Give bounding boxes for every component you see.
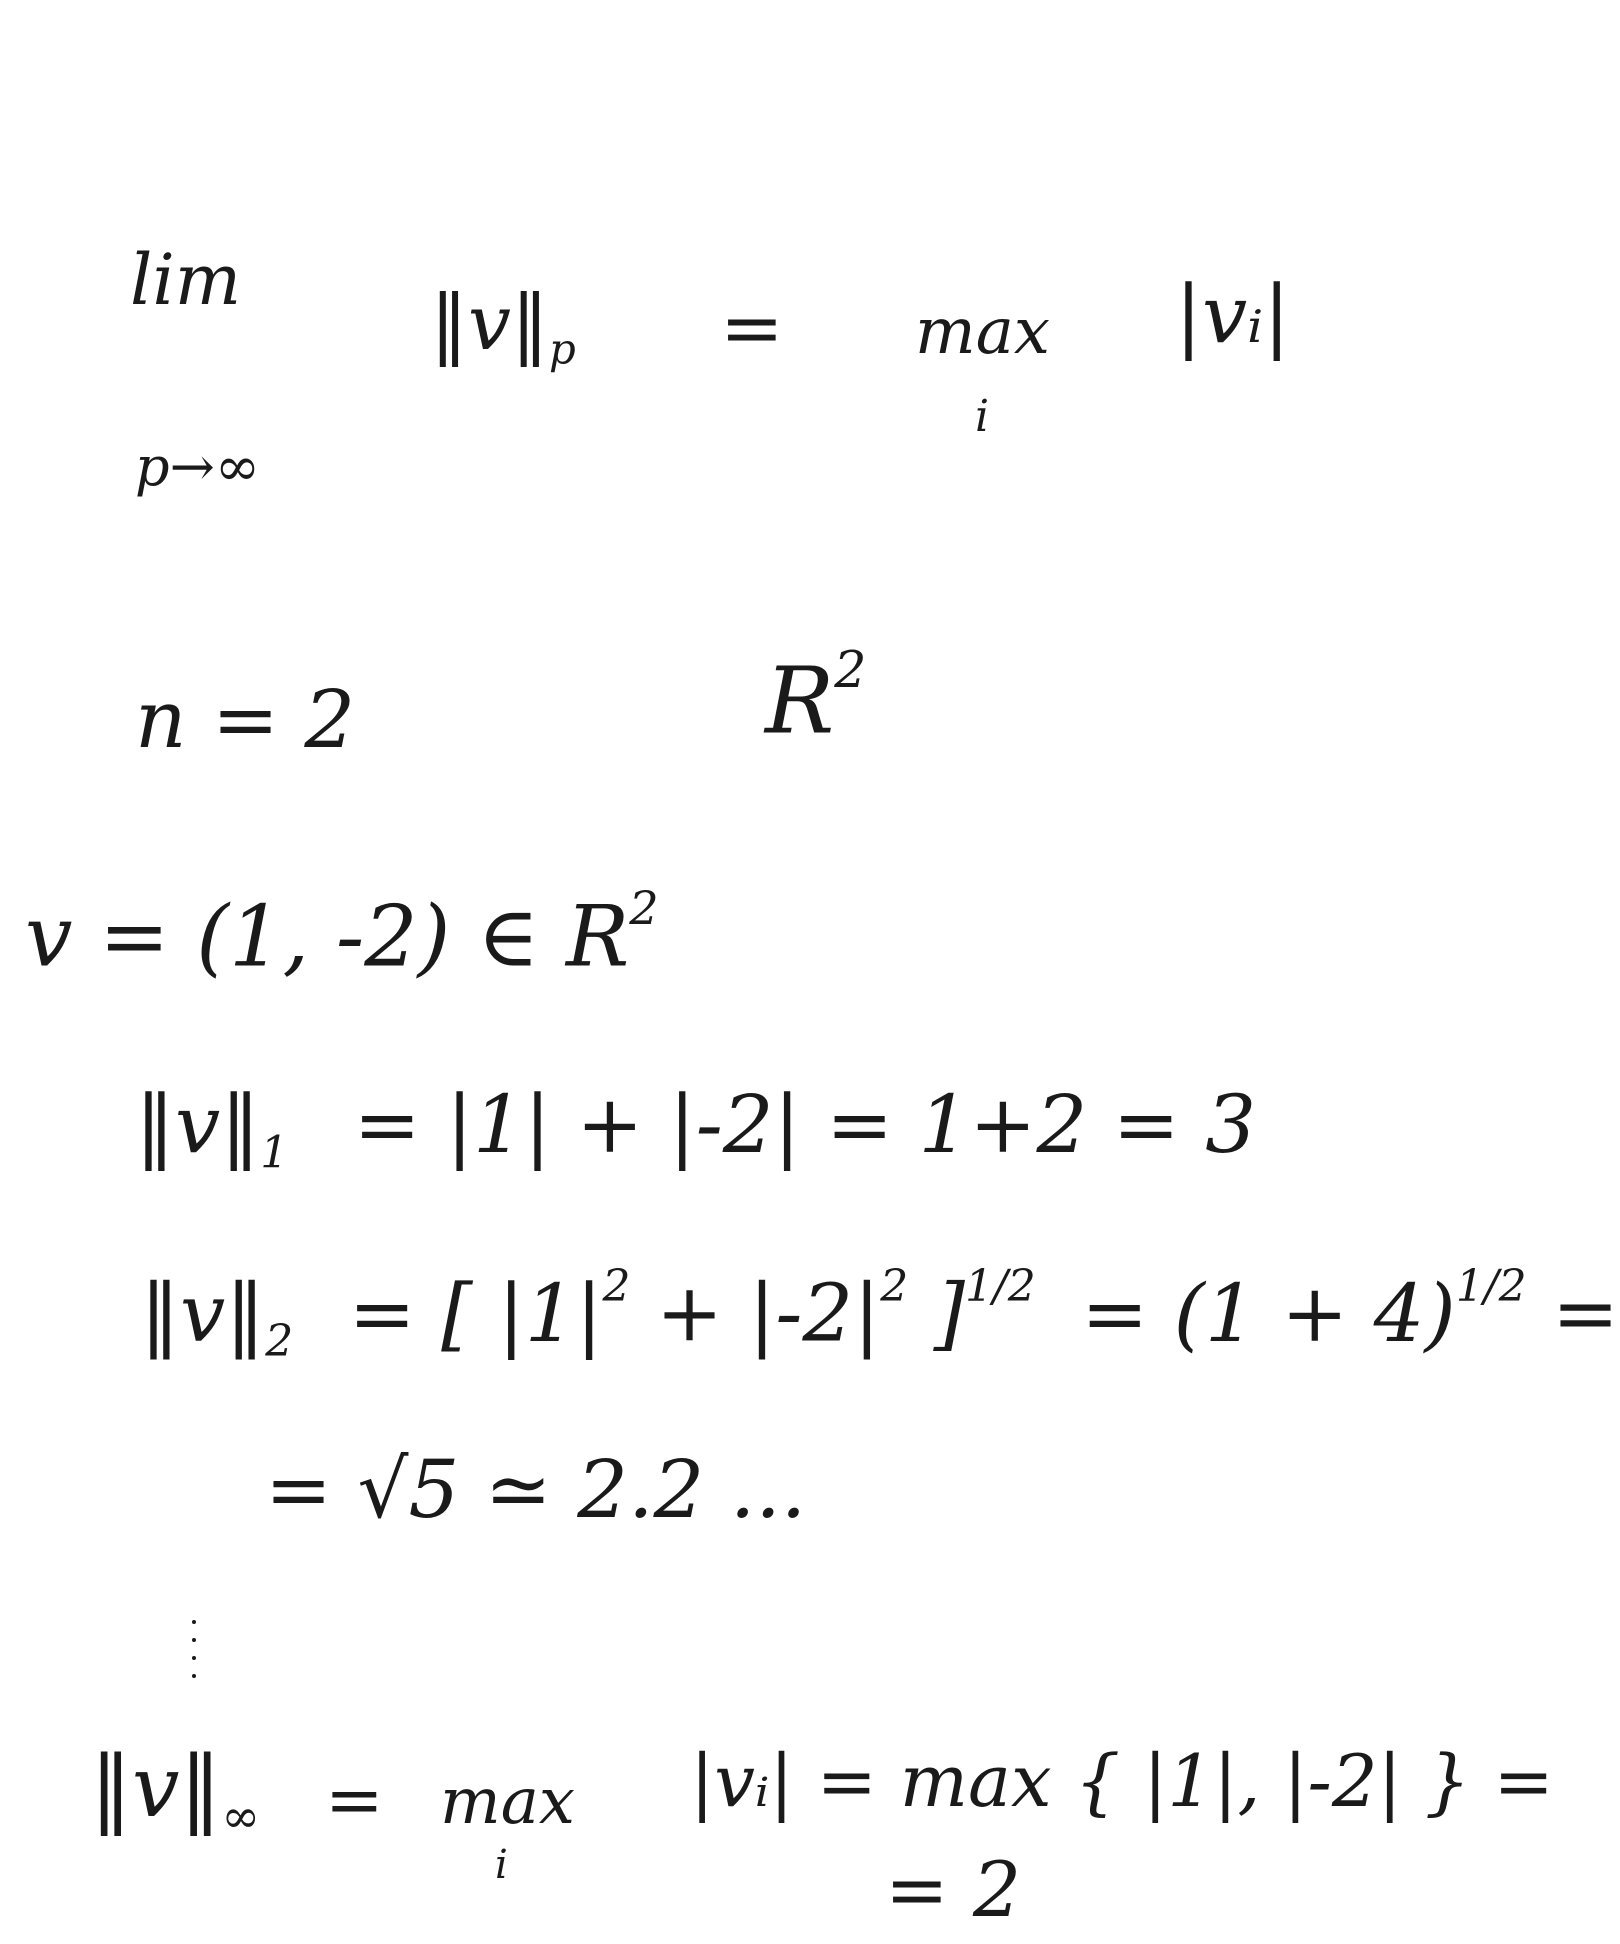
- two-norm-result: = √5 ≃ 2.2 ...: [265, 1443, 807, 1536]
- one-norm-subscript: 1: [260, 1127, 289, 1179]
- one-norm-symbol: ‖v‖: [135, 1078, 261, 1171]
- two-norm-symbol: ‖v‖: [140, 1266, 266, 1360]
- ellipsis-dot: [192, 1638, 196, 1642]
- two-norm: [140, 1261, 1620, 1367]
- infinity-max-subscript: i: [495, 1842, 508, 1888]
- exponent-half-1: 1/2: [964, 1261, 1036, 1312]
- max-subscript: i: [975, 391, 990, 442]
- equals-sign: =: [720, 283, 784, 372]
- vector-expression: v = (1, -2) ∈ R: [25, 887, 630, 986]
- infinity-norm: [90, 1738, 260, 1844]
- infinity-norm-computation: |vᵢ| = max { |1|, |-2| } =: [690, 1739, 1554, 1823]
- vector-space-exponent: 2: [629, 881, 659, 935]
- limit-label: lim: [130, 239, 242, 321]
- p-norm: [430, 278, 576, 374]
- abs-component: |vᵢ|: [1175, 268, 1291, 361]
- infinity-norm-result: = 2: [885, 1845, 1022, 1934]
- p-norm-subscript: p: [548, 324, 576, 374]
- real-space: [765, 640, 867, 755]
- vector-definition: [25, 881, 659, 986]
- infinity-norm-equals: =: [325, 1759, 384, 1841]
- ellipsis-dot: [192, 1674, 196, 1678]
- two-norm-subscript: 2: [265, 1315, 294, 1367]
- real-space-symbol: R: [765, 647, 835, 755]
- vertical-ellipsis: [192, 1620, 212, 1692]
- dimension: n = 2: [135, 673, 356, 766]
- exponent-half-2: 1/2: [1455, 1261, 1527, 1312]
- trailing-equals: =: [1552, 1266, 1620, 1360]
- exponent-square-2: 2: [880, 1261, 909, 1312]
- real-space-exponent: 2: [834, 640, 867, 699]
- exponent-square-1: 2: [602, 1261, 631, 1312]
- two-norm-simplified: = (1 + 4): [1081, 1266, 1456, 1360]
- infinity-norm-symbol: ‖v‖: [90, 1738, 222, 1836]
- ellipsis-dot: [192, 1656, 196, 1660]
- one-norm-computation: = |1| + |-2| = 1+2 = 3: [353, 1078, 1257, 1171]
- infinity-norm-subscript: ∞: [221, 1789, 260, 1844]
- p-norm-symbol: ‖v‖: [430, 278, 549, 367]
- infinity-max-operator: max: [440, 1765, 575, 1839]
- limit-subscript: p→∞: [135, 435, 260, 498]
- two-norm-bracket-close: ]: [933, 1266, 965, 1360]
- two-norm-bracket-open: = [ |1|: [348, 1266, 603, 1360]
- two-norm-second-term: + |-2|: [655, 1266, 881, 1360]
- one-norm: [135, 1078, 1257, 1179]
- ellipsis-dot: [192, 1620, 196, 1624]
- max-operator: max: [915, 295, 1050, 369]
